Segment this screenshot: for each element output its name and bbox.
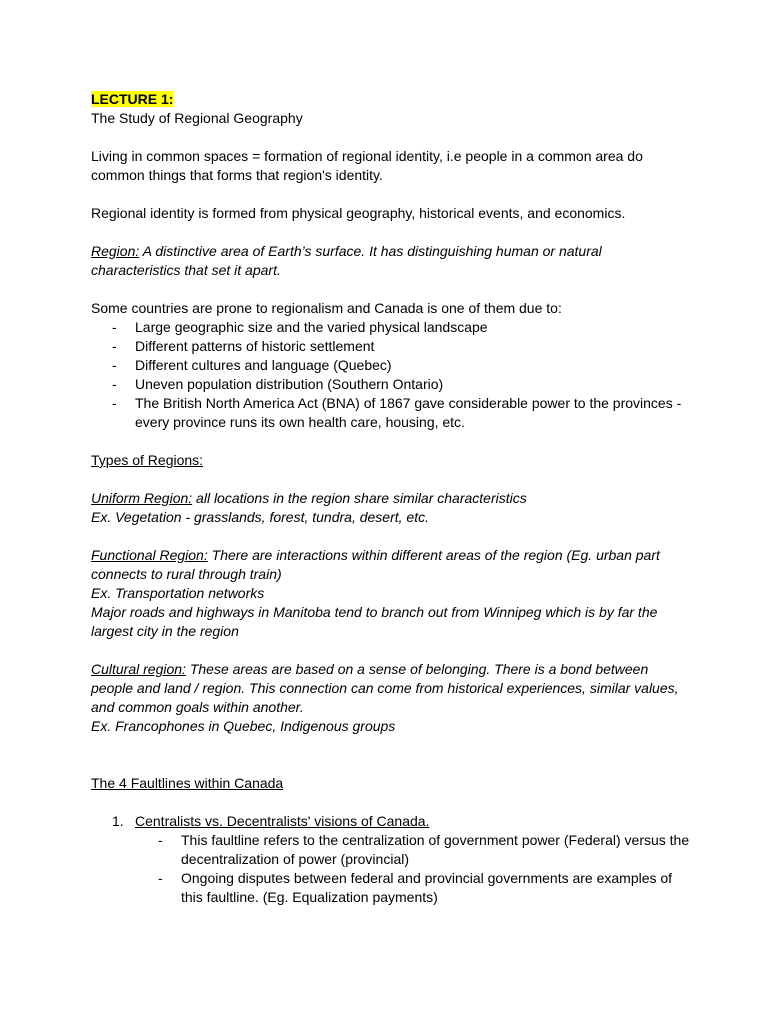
faultline-title: Centralists vs. Decentralists' visions of Canada. (135, 813, 430, 829)
faultline-points (135, 831, 691, 907)
identity-paragraph: Regional identity is formed from physical geography, historical events, and economics. (91, 205, 626, 221)
cultural-region-term: Cultural region: (91, 661, 186, 677)
cultural-region-example: Ex. Francophones in Quebec, Indigenous groups (91, 718, 396, 734)
functional-region-detail: Major roads and highways in Manitoba tend to branch out from Winnipeg which is by far the largest city in the region (91, 604, 658, 639)
region-definition-text: A distinctive area of Earth’s surface. It has distinguishing human or natural characteristics that set it apart. (91, 243, 602, 278)
region-term: Region: (91, 243, 140, 259)
list-number: 1. (112, 813, 124, 829)
uniform-region-example: Ex. Vegetation - grasslands, forest, tundra, desert, etc. (91, 509, 429, 525)
list-item: - Different cultures and language (Quebec) (112, 357, 392, 373)
faultlines-list (91, 812, 691, 907)
functional-region-definition: Functional Region: There are interactions within different areas of the region (Eg. urban part connects to rural through train) (91, 547, 660, 582)
faultline-item (91, 812, 691, 907)
list-item: - Large geographic size and the varied physical landscape (112, 319, 488, 335)
list-item: - The British North America Act (BNA) of 1867 gave considerable power to the provinces - every province runs its own health care, housing, etc. (112, 395, 682, 430)
list-item: - Different patterns of historic settlement (112, 338, 375, 354)
functional-region-term: Functional Region: (91, 547, 208, 563)
dash-bullet: - (112, 357, 117, 373)
dash-bullet: - (158, 870, 163, 886)
cultural-region-definition: Cultural region: These areas are based on a sense of belonging. There is a bond between people and land / region. This connection can come from historical experiences, similar values, and common goals within another. (91, 661, 679, 715)
types-heading: Types of Regions: (91, 452, 204, 468)
list-item: - Ongoing disputes between federal and provincial governments are examples of this faultline. (Eg. Equalization payments) (158, 870, 673, 905)
lecture-heading (91, 90, 691, 109)
region-definition (91, 242, 691, 280)
dash-bullet: - (112, 319, 117, 335)
faultlines-heading: The 4 Faultlines within Canada (91, 775, 284, 791)
regionalism-reasons-list (91, 318, 691, 432)
lecture-label: LECTURE 1: (91, 91, 174, 107)
dash-bullet: - (112, 395, 117, 411)
functional-region-example: Ex. Transportation networks (91, 585, 265, 601)
dash-bullet: - (158, 832, 163, 848)
document-title: The Study of Regional Geography (91, 110, 303, 126)
uniform-region-definition: Uniform Region: all locations in the region share similar characteristics (91, 490, 527, 506)
list-item: - Uneven population distribution (Southern Ontario) (112, 376, 444, 392)
uniform-region-term: Uniform Region: (91, 490, 193, 506)
list-item: - This faultline refers to the centralization of government power (Federal) versus the decentralization of power (provincial) (158, 832, 690, 867)
intro-paragraph: Living in common spaces = formation of regional identity, i.e people in a common area do common things that forms that region's identity. (91, 148, 643, 183)
dash-bullet: - (112, 338, 117, 354)
document-body (91, 90, 691, 907)
regionalism-intro: Some countries are prone to regionalism and Canada is one of them due to: (91, 300, 562, 316)
dash-bullet: - (112, 376, 117, 392)
